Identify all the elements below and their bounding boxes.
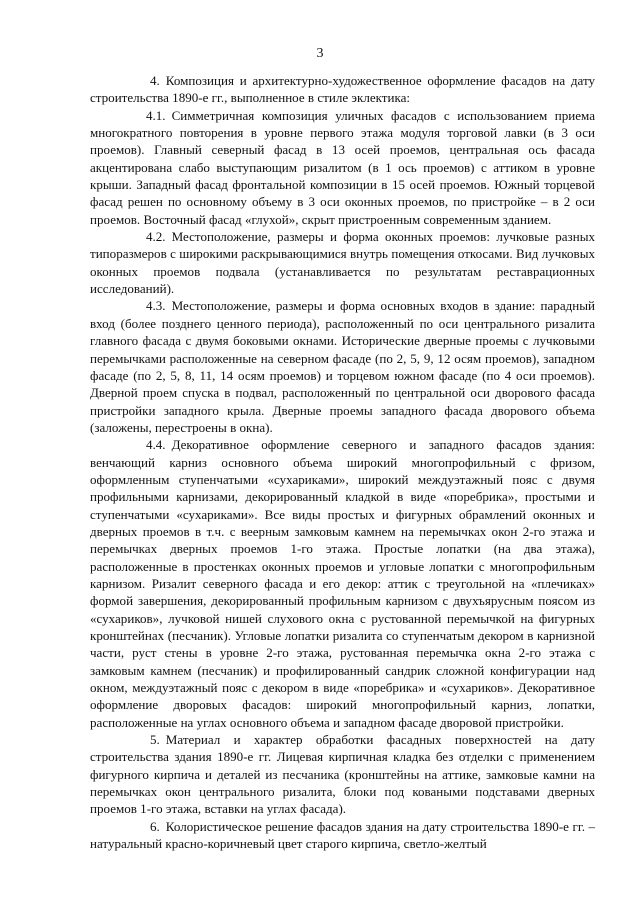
paragraph-number: 4.3. bbox=[146, 298, 166, 314]
paragraph-text: Местоположение, размеры и форма основных входов в здание: парадный вход (более позднего ценного периода), расположенный по оси центрального ризалита главного фасада с двумя боковыми окнами. Исторические дверные проемы с лучковыми перемычками расположенные на северном фасаде (по 2, 5, 9, 12 осям проемов), западном фасаде (по 2, 5, 8, 11, 14 осям проемов) и торцевом южном фасаде (по 4 оси проемов). Дверной проем спуска в подвал, расположенный по центральной оси дворового фасада пристройки западного крыла. Дверные проемы западного фасада дворового объема (заложены, перестроены в окна). bbox=[90, 298, 595, 435]
paragraph-number: 5. bbox=[150, 732, 160, 748]
paragraph-number: 4.2. bbox=[146, 229, 166, 245]
paragraph-number: 4.4. bbox=[146, 437, 166, 453]
paragraph-number: 4. bbox=[150, 73, 160, 88]
paragraph-number: 6. bbox=[150, 818, 160, 834]
paragraph-text: Материал и характер обработки фасадных поверхностей на дату строительства здания 1890-е гг. Лицевая кирпичная кладка без отделки с применением фигурного кирпича и деталей из песчаника (кронштейны на аттике, замковые камни на перемычках окон центрального ризалита, блоки под коваными подставами дверных проемов 1-го этажа, вставки на углах фасада). bbox=[90, 732, 595, 817]
paragraph-4 bbox=[90, 72, 595, 107]
paragraph-4-2 bbox=[90, 228, 595, 297]
document-body bbox=[90, 72, 595, 852]
page-number: 3 bbox=[316, 46, 324, 61]
paragraph-4-3 bbox=[90, 297, 595, 436]
paragraph-number: 4.1. bbox=[146, 107, 166, 123]
paragraph-4-4 bbox=[90, 436, 595, 731]
paragraph-text: Симметричная композиция уличных фасадов с использованием приема многократного повторения в уровне первого этажа модуля торговой лавки (в 3 оси проемов). Главный северный фасад в 13 осей проемов, центральная ось фасада акцентирована слабо выступающим ризалитом (в 1 ось проемов) с аттиком в уровне крыши. Западный фасад фронтальной композиции в 15 осей проемов. Южный торцевой фасад решен по основному объему в 3 оси оконных проемов, по пристройке – в 2 оси проемов. Восточный фасад «глухой», скрыт пристроенным современным зданием. bbox=[90, 107, 595, 227]
paragraph-5 bbox=[90, 731, 595, 818]
paragraph-text: Местоположение, размеры и форма оконных проемов: лучковые разных типоразмеров с широкими раскрывающимися внутрь помещения откосами. Вид лучковых оконных проемов подвала (устанавливается по результатам реставрационных исследований). bbox=[90, 229, 595, 297]
paragraph-4-1 bbox=[90, 107, 595, 228]
paragraph-text: Композиция и архитектурно-художественное оформление фасадов на дату строительства 1890-е гг., выполненное в стиле эклектика: bbox=[90, 73, 595, 106]
paragraph-text: Декоративное оформление северного и западного фасадов здания: венчающий карниз основного объема широкий многопрофильный с фризом, оформленным ступенчатыми «сухариками», широкий междуэтажный пояс с двумя профильными карнизами, декорированный кладкой в виде «поребрика», простыми и ступенчатыми «сухариками». Все виды простых и фигурных обрамлений оконных и дверных проемов в т.ч. с веерным замковым камнем на перемычках окон 2-го этажа и перемычках дверных проемов 1-го этажа. Простые лопатки (на два этажа), расположенные в простенках оконных проемов и угловые лопатки с многопрофильным карнизом. Ризалит северного фасада и его декор: аттик с треугольной на «плечиках» формой завершения, декорированный профильным карнизом с двухъярусным поясом из «сухариков», лучковой нишей слухового окна с рустованной перемычкой на фигурных кронштейнах (песчаник). Угловые лопатки ризалита со ступенчатым декором в карнизной части, руст стены в уровне 2-го этажа, рустованная перемычка окна 2-го этажа с замковым камнем (песчаник) и профилированный сандрик сложной конфигурации над окном, междуэтажный пояс с декором в виде «поребрика» и «сухариков». Декоративное оформление дворовых фасадов: широкий многопрофильный карниз, лопатки, расположенные на углах основного объема и западном фасаде дворовой пристройки. bbox=[90, 437, 595, 730]
paragraph-text: Колористическое решение фасадов здания на дату строительства 1890-е гг. – натуральный красно-коричневый цвет старого кирпича, светло-желтый bbox=[90, 818, 595, 852]
paragraph-6 bbox=[90, 818, 595, 853]
